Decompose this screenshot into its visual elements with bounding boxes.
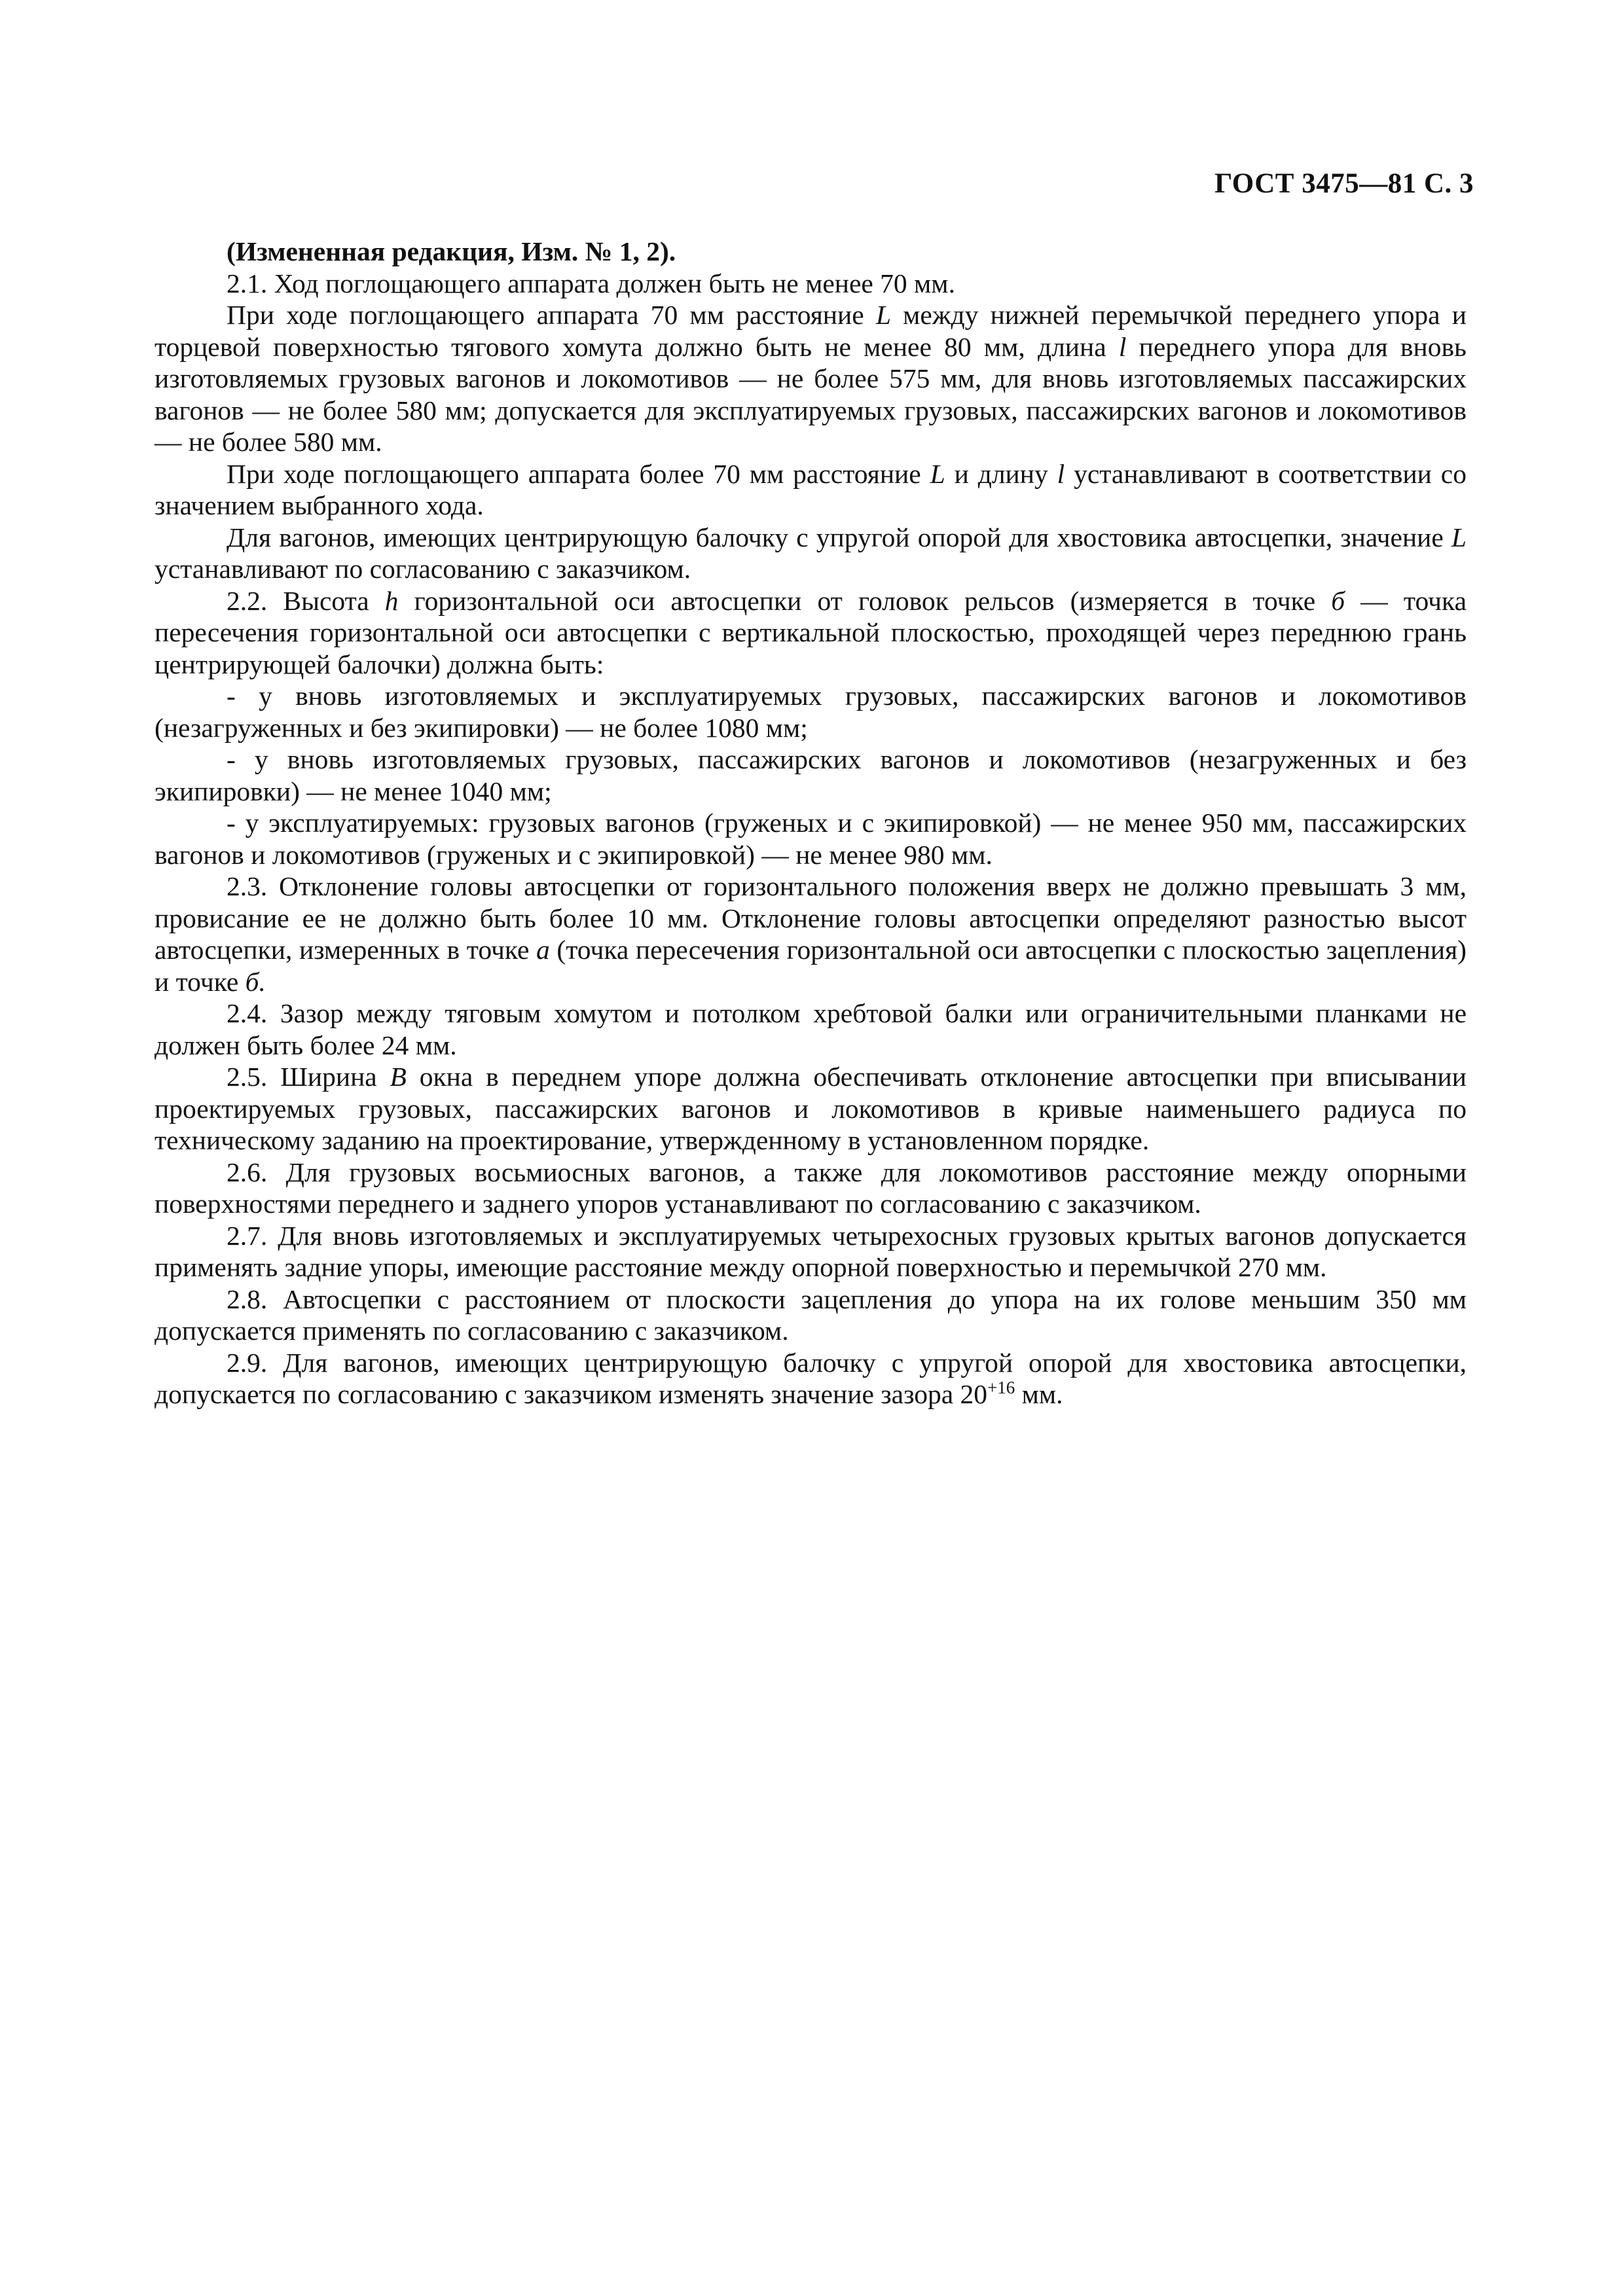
text: Для вагонов, имеющих центрирующую балочку с упругой опорой для хвостовика автосцепки, значение xyxy=(227,522,1451,552)
text: (точка пересечения горизонтальной оси автосцепки с плоскостью зацепления) и точке xyxy=(155,935,1467,997)
page-header: ГОСТ 3475—81 С. 3 xyxy=(1214,168,1474,199)
text: окна в переднем упоре должна обеспечивать отклонение автосцепки при вписывании проектируемых грузовых, пассажирских вагонов и локомотивов в кривые наименьшего радиуса по техническому заданию на проектирование, утвержденному в установленном порядке. xyxy=(155,1062,1467,1155)
variable-b-point: б xyxy=(1331,585,1345,616)
text: 2.9. Для вагонов, имеющих центрирующую балочку с упругой опорой для хвостовика автосцепки, допускается по согласованию с заказчиком изменять значение зазора 20 xyxy=(155,1347,1467,1409)
clause-2-7: 2.7. Для вновь изготовляемых и эксплуатируемых четырехосных грузовых крытых вагонов допускается применять задние упоры, имеющие расстояние между опорной поверхностью и перемычкой 270 мм. xyxy=(155,1220,1467,1282)
variable-b-point: б. xyxy=(245,966,266,997)
text: — точка пересечения горизонтальной оси автосцепки с вертикальной плоскостью, проходящей через переднюю грань центрирующей балочки) должна быть: xyxy=(155,585,1467,679)
text: При ходе поглощающего аппарата 70 мм расстояние xyxy=(227,300,876,330)
paragraph-stroke-over-70 xyxy=(155,458,1467,522)
paragraph-centering-beam xyxy=(155,522,1467,585)
clause-2-1: 2.1. Ход поглощающего аппарата должен быть не менее 70 мм. xyxy=(227,268,955,298)
clause-2-6: 2.6. Для грузовых восьмиосных вагонов, а также для локомотивов расстояние между опорными поверхностями переднего и заднего упоров устанавливают по согласованию с заказчиком. xyxy=(155,1157,1467,1219)
text: переднего упора для вновь изготовляемых грузовых вагонов и локомотивов — не более 575 мм, для вновь изготовляемых пассажирских вагонов — не более 580 мм; допускается для эксплуатируемых грузовых, пассажирских вагонов и локомотивов — не более 580 мм. xyxy=(155,331,1467,457)
text: устанавливают в соответствии со значением выбранного хода. xyxy=(155,458,1467,520)
text: 2.3. Отклонение головы автосцепки от горизонтального положения вверх не должно превышать 3 мм, провисание ее не должно быть более 10 мм. Отклонение головы автосцепки определяют разностью высот автосцепки, измеренных в точке xyxy=(155,871,1467,965)
text: и длину xyxy=(945,458,1057,489)
list-item: - у вновь изготовляемых и эксплуатируемых грузовых, пассажирских вагонов и локомотивов (незагруженных и без экипировки) — не более 1080 мм; xyxy=(155,681,1467,743)
clause-2-4: 2.4. Зазор между тяговым хомутом и потолком хребтовой балки или ограничительными планками не должен быть более 24 мм. xyxy=(155,998,1467,1060)
text: мм. xyxy=(1015,1379,1063,1409)
clause-2-2 xyxy=(155,585,1467,681)
variable-l-upper: L xyxy=(1451,522,1467,552)
variable-l-upper: L xyxy=(930,458,945,489)
document-body xyxy=(155,236,1467,1410)
clause-2-8: 2.8. Автосцепки с расстоянием от плоскости зацепления до упора на их голове меньшим 350 мм допускается применять по согласованию с заказчиком. xyxy=(155,1283,1467,1346)
variable-l-lower: l xyxy=(1118,331,1127,362)
clause-2-9 xyxy=(155,1347,1467,1410)
text: между нижней перемычкой переднего упора и торцевой поверхностью тягового хомута должно быть не менее 80 мм, длина xyxy=(155,300,1467,362)
clause-2-3 xyxy=(155,870,1467,997)
variable-l-upper: L xyxy=(875,300,891,330)
text: При ходе поглощающего аппарата более 70 мм расстояние xyxy=(227,458,930,489)
variable-h: h xyxy=(384,585,399,616)
clause-2-5 xyxy=(155,1061,1467,1157)
variable-l-lower: l xyxy=(1057,458,1065,489)
paragraph-distance-l xyxy=(155,299,1467,458)
variable-b-width: В xyxy=(390,1062,407,1092)
list-item: - у эксплуатируемых: грузовых вагонов (груженых и с экипировкой) — не менее 950 мм, пассажирских вагонов и локомотивов (груженых и с экипировкой) — не менее 980 мм. xyxy=(155,808,1467,870)
text: 2.5. Ширина xyxy=(227,1062,390,1092)
variable-a-point: а xyxy=(536,935,550,965)
tolerance-superscript: +16 xyxy=(987,1378,1015,1397)
revision-note: (Измененная редакция, Изм. № 1, 2). xyxy=(227,236,676,266)
text: 2.2. Высота xyxy=(227,585,385,616)
list-item: - у вновь изготовляемых грузовых, пассажирских вагонов и локомотивов (незагруженных и без экипировки) — не менее 1040 мм; xyxy=(155,744,1467,806)
text: горизонтальной оси автосцепки от головок рельсов (измеряется в точке xyxy=(398,585,1332,616)
text: устанавливают по согласованию с заказчиком. xyxy=(155,554,691,584)
